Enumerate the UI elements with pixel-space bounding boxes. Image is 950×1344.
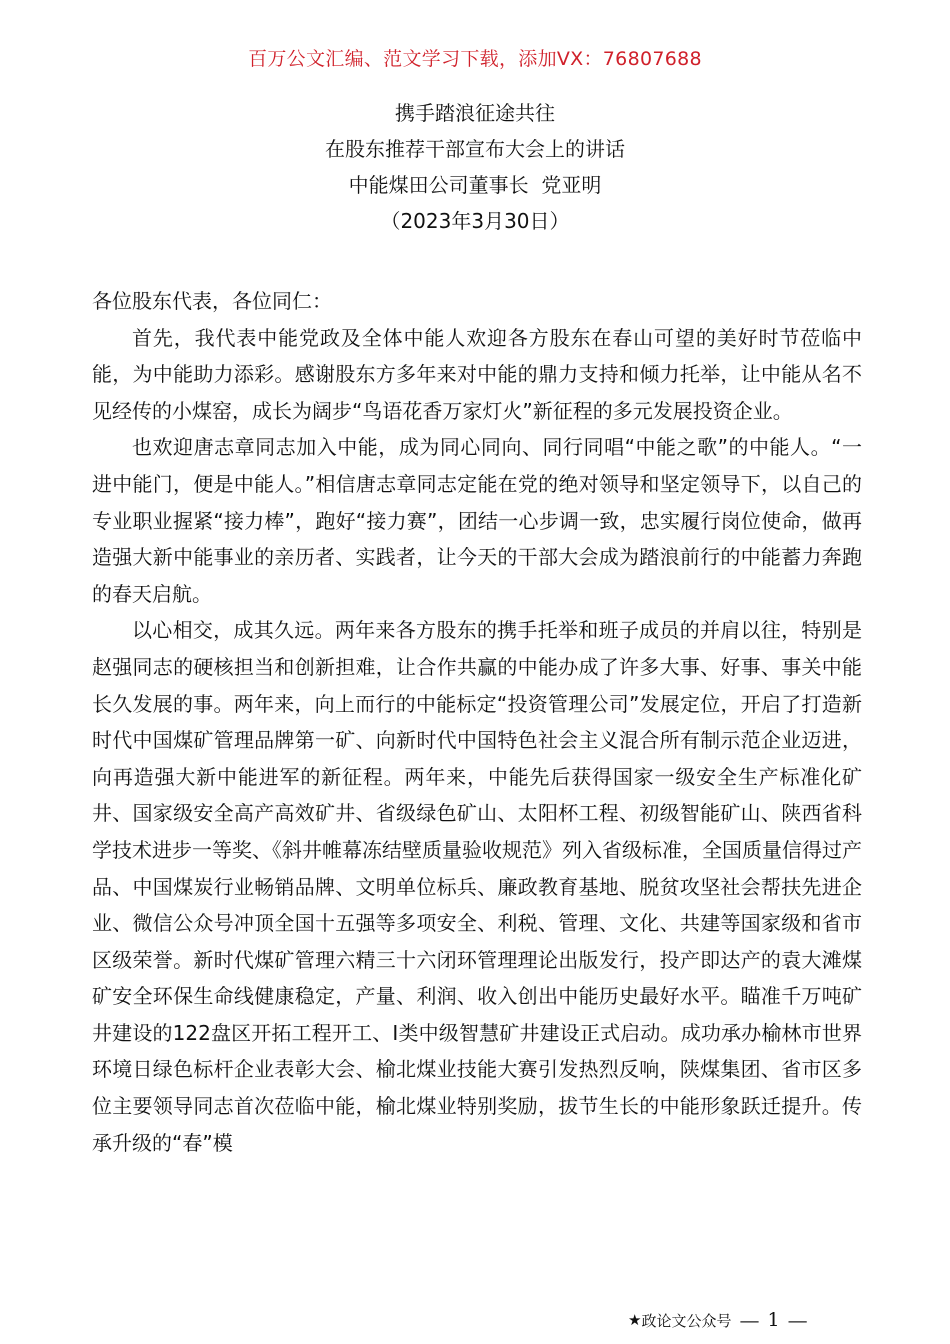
speech-subtitle: 在股东推荐干部宣布大会上的讲话 xyxy=(325,137,625,161)
star-icon: ★ xyxy=(628,1311,642,1329)
paragraph: 以心相交，成其久远。两年来各方股东的携手托举和班子成员的并肩以往，特别是赵强同志的硬核担当和创新担难，让合作共赢的中能办成了许多大事、好事、事关中能长久发展的事。两年来，向上而行的中能标定“投资管理公司”发展定位，开启了打造新时代中国煤矿管理品牌第一矿、向新时代中国特色社会主义混合所有制示范企业迈进，向再造强大新中能进军的新征程。两年来，中能先后获得国家一级安全生产标准化矿井、国家级安全高产高效矿井、省级绿色矿山、太阳杯工程、初级智能矿山、陕西省科学技术进步一等奖、《斜井帷幕冻结壁质量验收规范》列入省级标准，全国质量信得过产品、中国煤炭行业畅销品牌、文明单位标兵、廉政教育基地、脱贫攻坚社会帮扶先进企业、微信公众号冲顶全国十五强等多项安全、利税、管理、文化、共建等国家级和省市区级荣誉。新时代煤矿管理六精三十六闭环管理理论出版发行，投产即达产的袁大滩煤矿安全环保生命线健康稳定，产量、利润、收入创出中能历史最好水平。瞄准千万吨矿井建设的122盘区开拓工程开工、I类中级智慧矿井建设正式启动。成功承办榆林市世界环境日绿色标杆企业表彰大会、榆北煤业技能大赛引发热烈反响，陕煤集团、省市区多位主要领导同志首次莅临中能，榆北煤业特别奖励，拔节生长的中能形象跃迁提升。传承升级的“春”模 xyxy=(92,618,862,1155)
speaker-line: 中能煤田公司董事长 党亚明 xyxy=(348,173,602,197)
promo-text: 百万公文汇编、范文学习下载，添加VX：76807688 xyxy=(248,48,702,70)
footer-source: 政论文公众号 xyxy=(641,1311,732,1330)
dash-right: — xyxy=(787,1308,808,1332)
dash-left: — xyxy=(739,1308,760,1332)
promo-header xyxy=(0,44,950,71)
paragraph: 也欢迎唐志章同志加入中能，成为同心同向、同行同唱“中能之歌”的中能人。“一进中能门，便是中能人。”相信唐志章同志定能在党的绝对领导和坚定领导下，以自己的专业职业握紧“接力棒”，跑好“接力赛”，团结一心步调一致，忠实履行岗位使命，做再造强大新中能事业的亲历者、实践者，让今天的干部大会成为踏浪前行的中能蓄力奔跑的春天启航。 xyxy=(92,435,862,606)
speech-body xyxy=(92,283,862,1161)
page-footer xyxy=(628,1308,888,1332)
page-number: 1 xyxy=(767,1309,780,1331)
title-block xyxy=(0,95,950,239)
paragraph: 首先，我代表中能党政及全体中能人欢迎各方股东在春山可望的美好时节莅临中能，为中能助力添彩。感谢股东方多年来对中能的鼎力支持和倾力托举，让中能从名不见经传的小煤窑，成长为阔步“鸟语花香万家灯火”新征程的多元发展投资企业。 xyxy=(92,325,862,423)
speech-date: （2023年3月30日） xyxy=(380,209,570,233)
speech-title: 携手踏浪征途共往 xyxy=(395,101,555,125)
salutation: 各位股东代表，各位同仁： xyxy=(92,289,332,313)
